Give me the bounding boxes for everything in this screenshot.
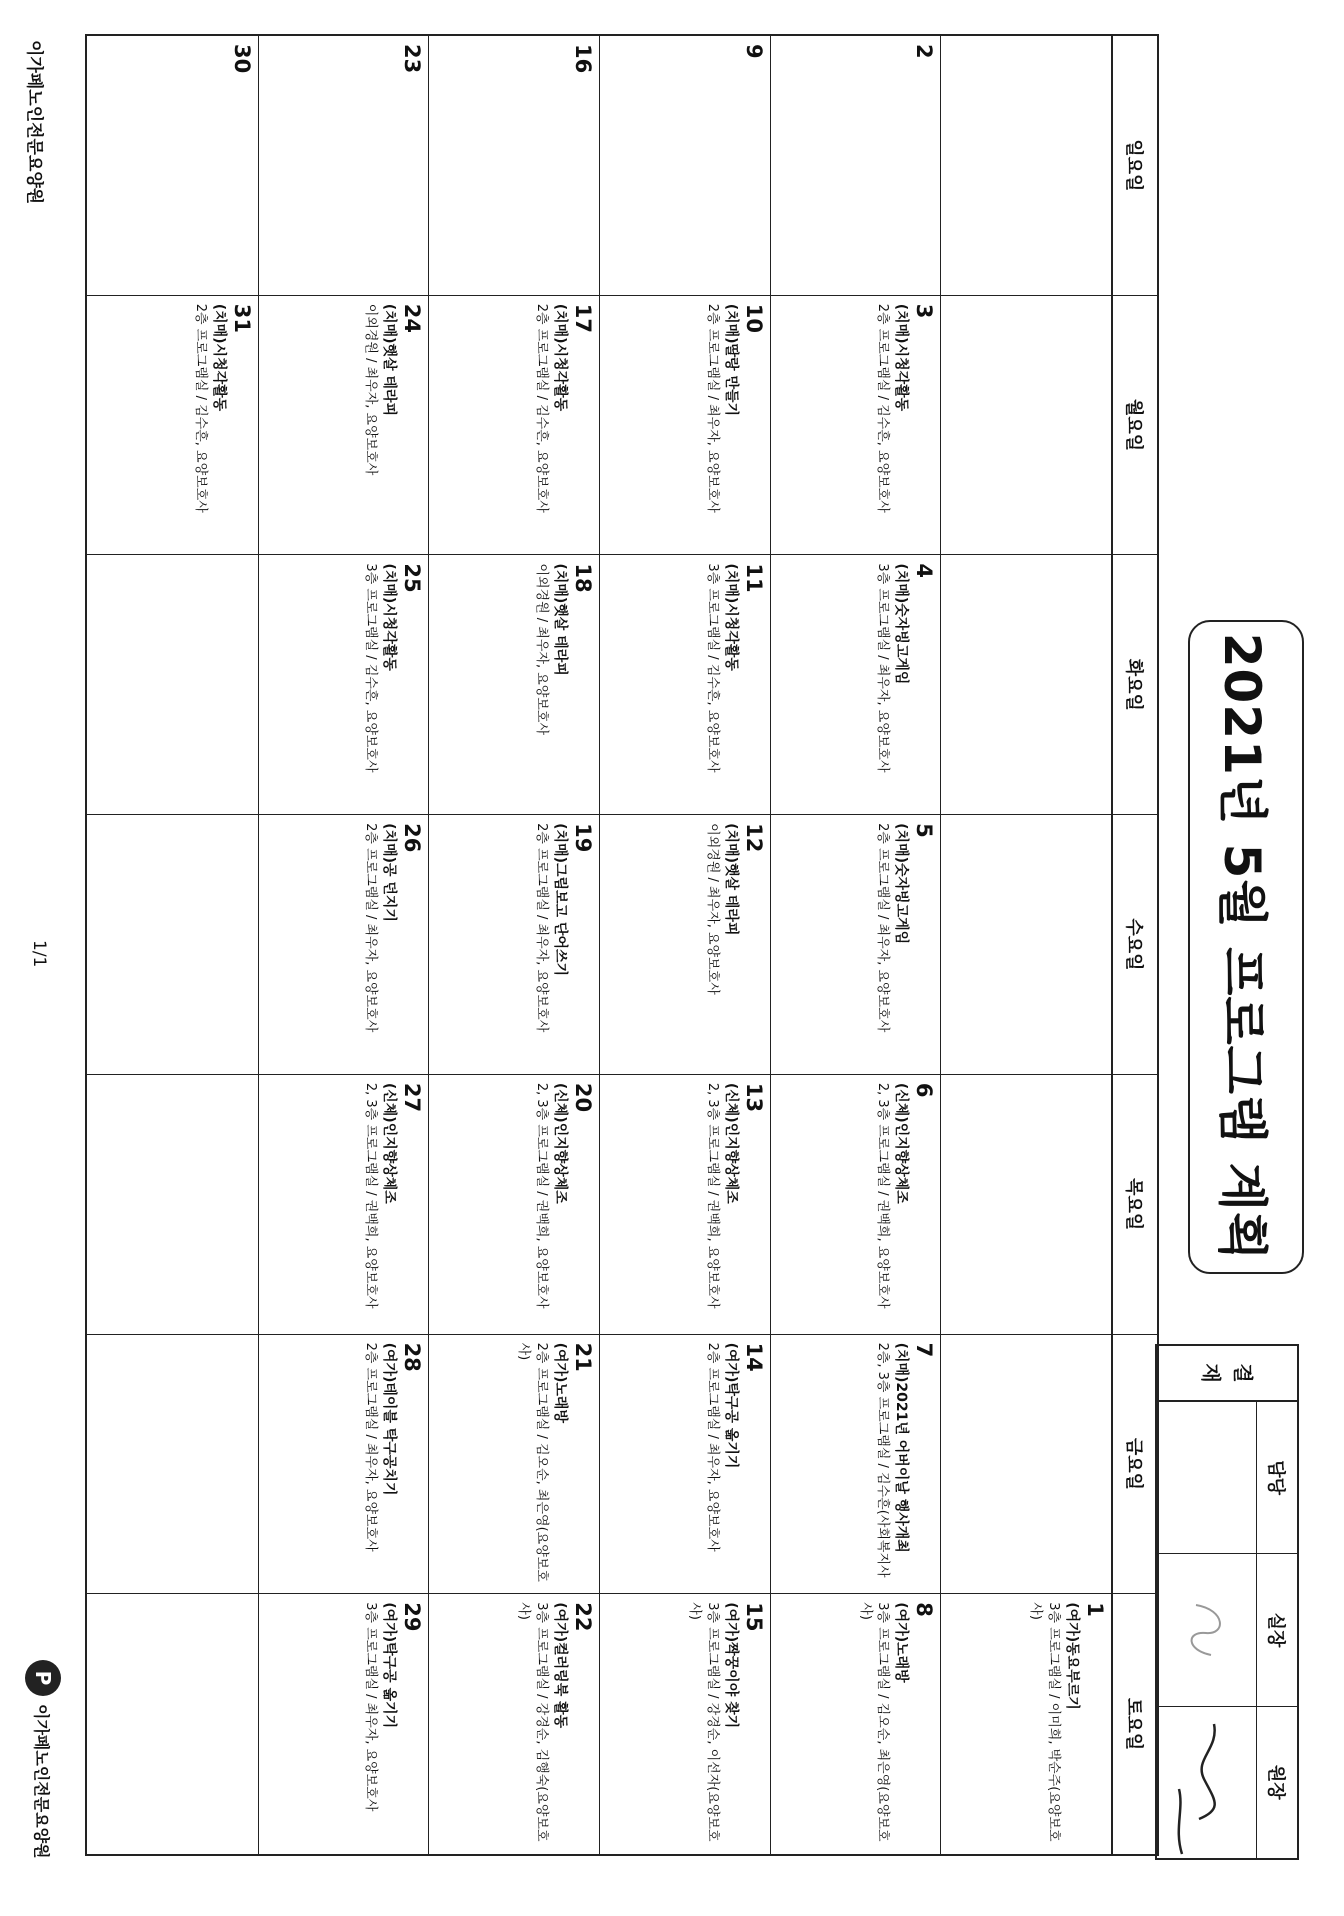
calendar-day-cell — [770, 815, 941, 1075]
program-name: (여가)짝꿍이야 찾기 — [722, 1602, 739, 1729]
calendar-day-cell — [428, 1335, 599, 1595]
day-number: 23 — [400, 44, 425, 74]
calendar-day-cell — [258, 815, 429, 1075]
day-number: 31 — [229, 303, 254, 333]
approval-role: 담당 — [1256, 1402, 1297, 1553]
day-number: 12 — [741, 823, 766, 853]
program-detail: 2층 프로그램실 / 최우자, 요양보호사 — [704, 303, 720, 513]
program-name: (여가)컬러링북 활동 — [551, 1602, 568, 1729]
approval-signature-slot — [1157, 1402, 1256, 1553]
program-detail: 2층 프로그램실 / 최우자, 요양보호사 — [704, 1342, 720, 1552]
calendar-empty-cell — [87, 555, 258, 815]
program-detail: 3층 프로그램실 / 최우자, 요양보호사 — [875, 563, 891, 773]
calendar-day-cell — [258, 1075, 429, 1335]
calendar-empty-cell — [87, 1335, 258, 1595]
day-number: 29 — [400, 1602, 425, 1632]
program-detail: 2, 3층 프로그램실 / 권백희, 요양보호사 — [363, 1082, 379, 1309]
program-name: (신체)인지향상체조 — [381, 1082, 398, 1204]
weekday-header: 목요일 — [1111, 1075, 1157, 1335]
calendar-day-cell — [428, 296, 599, 556]
calendar-day-cell — [770, 555, 941, 815]
weekday-header: 수요일 — [1111, 815, 1157, 1075]
calendar-day-cell — [428, 815, 599, 1075]
approval-col-chief — [1157, 1554, 1297, 1706]
calendar-day-cell — [428, 1075, 599, 1335]
program-detail: 2, 3층 프로그램실 / 권백희, 요양보호사 — [875, 1082, 891, 1309]
calendar-day-cell — [599, 1075, 770, 1335]
approval-lead — [1157, 1346, 1297, 1402]
weekday-header: 일요일 — [1111, 36, 1157, 296]
logo-icon: P — [25, 1660, 61, 1696]
program-name: (치매)그림보고 단어쓰기 — [551, 823, 568, 977]
day-number: 11 — [741, 563, 766, 593]
day-number: 27 — [400, 1082, 425, 1113]
day-number: 28 — [400, 1342, 425, 1372]
program-detail: 2층 프로그램실 / 최우자, 요양보호사 — [363, 823, 379, 1033]
day-number: 19 — [571, 823, 595, 853]
calendar-grid — [85, 34, 1159, 1856]
program-name: (치매)햇살 테라피 — [381, 303, 398, 417]
program-name: (치매)시청각활동 — [722, 563, 739, 671]
program-name: (여가)탁구공 옮기기 — [381, 1602, 398, 1729]
program-name: (신체)인지향상체조 — [893, 1082, 910, 1204]
approval-box — [1155, 1344, 1299, 1860]
program-name: (신체)인지향상체조 — [722, 1082, 739, 1204]
program-detail: 3층 프로그램실 / 김오순, 최은영(요양보호사) — [857, 1602, 891, 1842]
day-number: 10 — [741, 303, 766, 333]
calendar-day-cell — [599, 1594, 770, 1854]
calendar-empty-cell — [940, 296, 1111, 556]
calendar-day-cell — [428, 36, 599, 296]
program-detail: 2, 3층 프로그램실 / 권백희, 요양보호사 — [704, 1082, 720, 1309]
day-number: 6 — [912, 1082, 937, 1098]
signature-mark — [1177, 1595, 1237, 1665]
calendar-day-cell — [770, 1335, 941, 1595]
calendar-day-cell — [599, 296, 770, 556]
approval-lead-1: 결 — [1231, 1363, 1255, 1383]
calendar-day-cell — [258, 36, 429, 296]
program-detail: 2, 3층 프로그램실 / 권백희, 요양보호사 — [534, 1082, 550, 1309]
day-number: 26 — [400, 823, 425, 853]
calendar-day-cell — [770, 1075, 941, 1335]
day-number: 25 — [400, 563, 425, 593]
signature-mark — [1154, 1719, 1234, 1859]
weekday-header: 토요일 — [1111, 1594, 1157, 1854]
calendar-day-cell — [87, 296, 258, 556]
calendar-day-cell — [428, 1594, 599, 1854]
program-detail: 3층 프로그램실 / 김수흔, 요양보호사 — [363, 563, 379, 773]
calendar-day-cell — [770, 36, 941, 296]
program-detail: 3층 프로그램실 / 강경순, 이선자(요양보호사) — [687, 1602, 720, 1842]
approval-col-director — [1157, 1707, 1297, 1858]
weekday-header: 월요일 — [1111, 296, 1157, 556]
program-name: (치매)시청각활동 — [551, 303, 568, 412]
day-number: 13 — [741, 1082, 766, 1113]
program-detail: 2층 프로그램실 / 최우자, 요양보호사 — [363, 1342, 379, 1552]
program-name: (여가)테이블 탁구공치기 — [381, 1342, 398, 1496]
calendar-day-cell — [940, 1594, 1111, 1854]
calendar-day-cell — [770, 296, 941, 556]
program-name: (치매)딸랑 만들기 — [722, 303, 739, 417]
calendar-empty-cell — [87, 815, 258, 1075]
calendar-day-cell — [258, 1335, 429, 1595]
program-detail: 이외경원 / 최우자, 요양보호사 — [704, 823, 720, 995]
day-number: 9 — [741, 44, 766, 59]
calendar-day-cell — [428, 555, 599, 815]
program-name: (치매)시청각활동 — [893, 303, 910, 412]
program-name: (치매)숫자빙고게임 — [893, 563, 910, 685]
calendar-empty-cell — [940, 1335, 1111, 1595]
day-number: 4 — [912, 563, 937, 579]
logo-text: 이가페노인전문요양원 — [32, 1704, 52, 1859]
program-detail: 이외경원 / 최우자, 요양보호사 — [534, 563, 550, 736]
day-number: 30 — [229, 44, 254, 74]
day-number: 1 — [1083, 1602, 1107, 1617]
calendar-empty-cell — [87, 1075, 258, 1335]
program-name: (치매)2021년 어버이날 행사개최 — [893, 1342, 910, 1553]
calendar-day-cell — [599, 815, 770, 1075]
program-name: (여가)노래방 — [551, 1342, 568, 1423]
day-number: 20 — [571, 1082, 595, 1113]
program-name: (여가)노래방 — [893, 1602, 910, 1683]
day-number: 22 — [571, 1602, 595, 1632]
day-number: 7 — [912, 1342, 937, 1358]
facility-name: 이가페노인전문요양원 — [24, 40, 44, 205]
program-detail: 2층 프로그램실 / 최우자, 요양보호사 — [875, 823, 891, 1033]
program-detail: 2층 프로그램실 / 김수흔, 요양보호사 — [875, 303, 891, 513]
program-detail: 2층 프로그램실 / 김오순, 최은영(요양보호사) — [516, 1342, 550, 1582]
day-number: 21 — [571, 1342, 595, 1372]
day-number: 5 — [912, 823, 937, 838]
day-number: 18 — [571, 563, 595, 593]
calendar-day-cell — [599, 36, 770, 296]
program-detail: 2층, 3층 프로그램실 / 김수흔(사회복지사 — [875, 1342, 891, 1578]
program-name: (치매)공 던지기 — [381, 823, 398, 922]
page-number: 1/1 — [29, 940, 49, 968]
page-title: 2021년 5월 프로그램 계획 — [1188, 620, 1304, 1274]
approval-col-manager — [1157, 1402, 1297, 1554]
calendar-empty-cell — [940, 1075, 1111, 1335]
program-name: (치매)시청각활동 — [210, 303, 227, 412]
program-name: (신체)인지향상체조 — [551, 1082, 568, 1204]
approval-signature-slot — [1157, 1707, 1256, 1858]
program-name: (치매)숫자빙고게임 — [893, 823, 910, 945]
calendar-day-cell — [258, 296, 429, 556]
program-name: (치매)시청각활동 — [381, 563, 398, 671]
approval-lead-2: 재 — [1199, 1363, 1223, 1383]
day-number: 14 — [741, 1342, 766, 1372]
calendar-day-cell — [258, 555, 429, 815]
calendar-day-cell — [599, 1335, 770, 1595]
weekday-header: 금요일 — [1111, 1335, 1157, 1595]
program-name: (여가)탁구공 옮기기 — [722, 1342, 739, 1469]
program-name: (여가)동요부르기 — [1063, 1602, 1080, 1710]
program-detail: 3층 프로그램실 / 김수흔, 요양보호사 — [704, 563, 720, 773]
calendar-empty-cell — [87, 1594, 258, 1854]
weekday-header: 화요일 — [1111, 555, 1157, 815]
facility-logo — [25, 1660, 61, 1859]
day-number: 15 — [741, 1602, 766, 1632]
approval-role: 원장 — [1256, 1707, 1297, 1858]
day-number: 16 — [571, 44, 595, 74]
calendar-day-cell — [87, 36, 258, 296]
approval-signature-slot — [1157, 1554, 1256, 1705]
program-detail: 이외경원 / 최우자, 요양보호사 — [363, 303, 379, 476]
calendar-empty-cell — [940, 36, 1111, 296]
calendar-empty-cell — [940, 815, 1111, 1075]
calendar-empty-cell — [940, 555, 1111, 815]
calendar-day-cell — [258, 1594, 429, 1854]
program-name: (치매)햇살 테라피 — [722, 823, 739, 936]
program-detail: 2층 프로그램실 / 최우자, 요양보호사 — [534, 823, 550, 1033]
day-number: 2 — [912, 44, 937, 59]
program-detail: 3층 프로그램실 / 최우자, 요양보호사 — [363, 1602, 379, 1812]
program-detail: 3층 프로그램실 / 강경순, 김행숙(요양보호사) — [516, 1602, 550, 1842]
day-number: 3 — [912, 303, 937, 319]
program-detail: 3층 프로그램실 / 이미희, 박순주(요양보호사) — [1028, 1602, 1062, 1842]
program-name: (치매)햇살 테라피 — [551, 563, 568, 676]
program-detail: 2층 프로그램실 / 김수흔, 요양보호사 — [192, 303, 208, 513]
day-number: 17 — [571, 303, 595, 333]
calendar-day-cell — [599, 555, 770, 815]
calendar-day-cell — [770, 1594, 941, 1854]
program-detail: 2층 프로그램실 / 김수흔, 요양보호사 — [534, 303, 550, 513]
day-number: 24 — [400, 303, 425, 333]
approval-role: 실장 — [1256, 1554, 1297, 1705]
day-number: 8 — [912, 1602, 937, 1617]
